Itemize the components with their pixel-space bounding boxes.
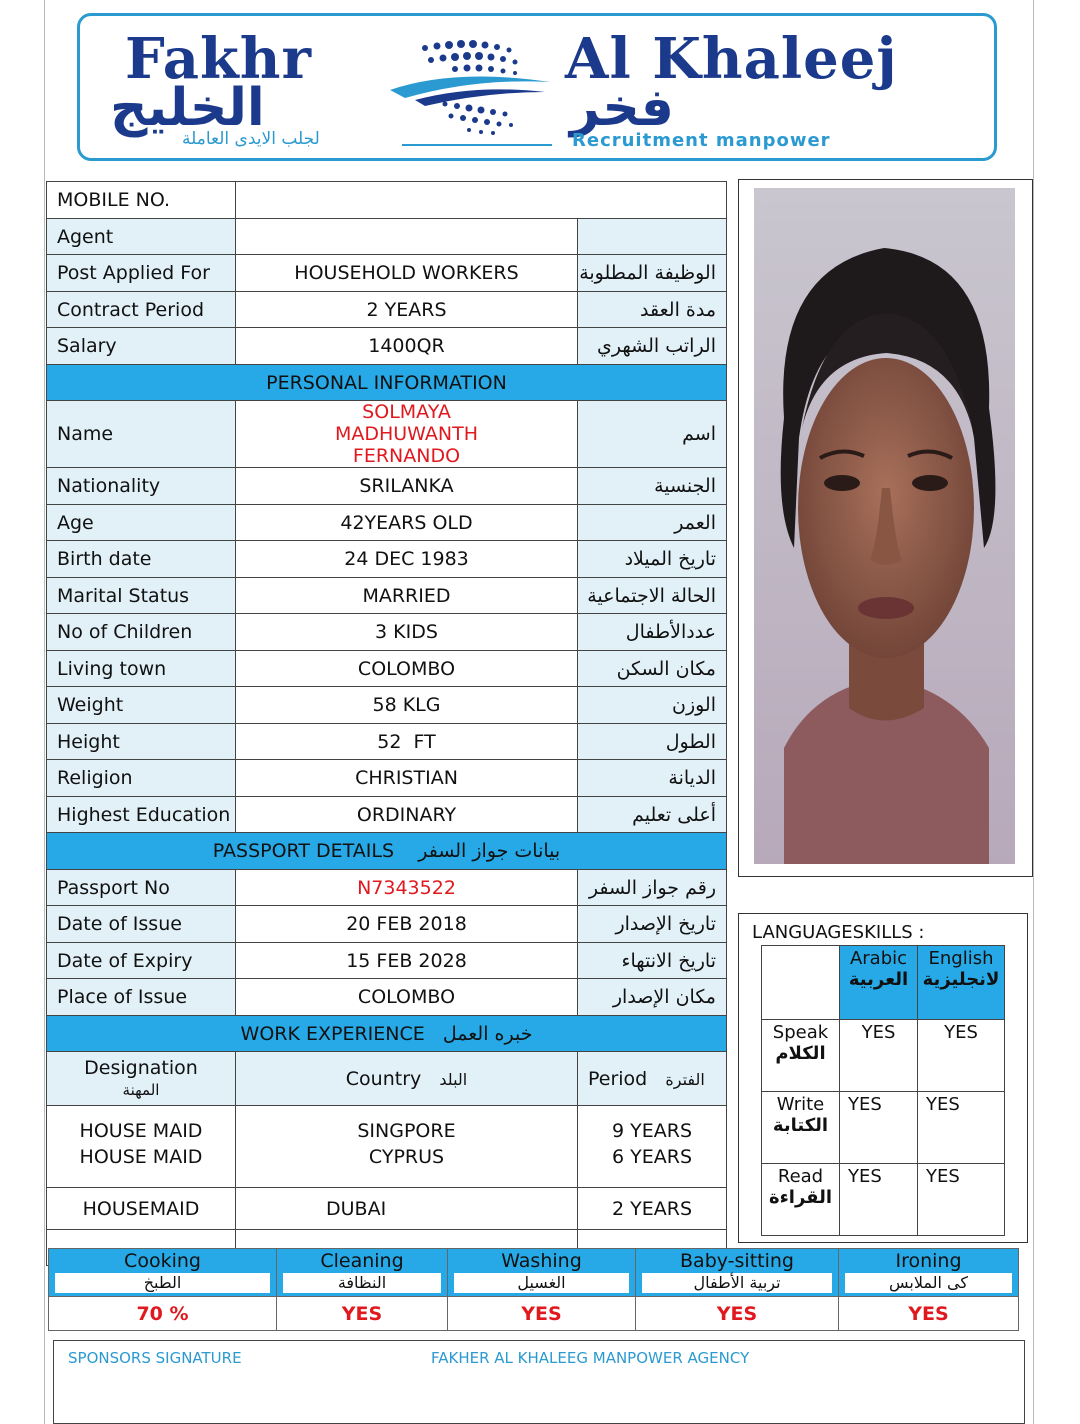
name-label-ar: اسم	[578, 401, 727, 468]
tagline-divider	[402, 144, 552, 146]
table-row	[47, 797, 727, 833]
work-country: CYPRUS	[236, 1142, 578, 1188]
religion-label-ar: الديانة	[578, 760, 727, 797]
write-label-en: Write	[776, 1094, 825, 1115]
table-row	[47, 541, 727, 578]
table-row	[47, 219, 727, 255]
height-label-ar: الطول	[578, 724, 727, 760]
skill-ironing-value: YES	[839, 1297, 1019, 1331]
agent-label: Agent	[47, 219, 236, 255]
skill-cleaning-label-ar-cell	[277, 1273, 448, 1297]
skill-cooking-label: Cooking	[49, 1249, 277, 1273]
mobile-label: MOBILE NO.	[47, 182, 236, 219]
work-designation: HOUSEMAID	[47, 1188, 236, 1230]
skill-washing-label-ar-cell	[448, 1273, 636, 1297]
place-of-issue-value: COLOMBO	[236, 979, 578, 1016]
living-town-label-ar: مكان السكن	[578, 651, 727, 687]
signature-footer	[53, 1340, 1025, 1424]
education-value: ORDINARY	[236, 797, 578, 833]
sponsor-signature-label: SPONSORS SIGNATURE	[68, 1349, 242, 1367]
speak-label	[762, 1020, 840, 1092]
post-applied-label: Post Applied For	[47, 255, 236, 292]
name-label: Name	[47, 401, 236, 468]
mobile-value	[236, 182, 727, 219]
table-row	[47, 943, 727, 979]
living-town-label: Living town	[47, 651, 236, 687]
work-title-ar: خبره العمل	[442, 1022, 533, 1045]
period-header	[578, 1052, 727, 1106]
passport-title-en: PASSPORT DETAILS	[212, 840, 395, 862]
arabic-header-en: Arabic	[849, 948, 908, 969]
brand-name-en-part1: Fakhr	[125, 26, 312, 92]
table-row	[47, 328, 727, 365]
personal-info-title: PERSONAL INFORMATION	[47, 365, 727, 401]
tagline-ar: لجلب الايدى العاملة	[182, 129, 320, 149]
work-period: 9 YEARS	[578, 1106, 727, 1142]
age-label: Age	[47, 505, 236, 541]
language-skills-table	[761, 945, 1005, 1236]
table-row	[47, 906, 727, 943]
post-applied-label-ar: الوظيفة المطلوبة	[578, 255, 727, 292]
education-label: Highest Education	[47, 797, 236, 833]
applicant-photo-frame	[738, 179, 1033, 877]
dotted-swoosh-logo-icon	[385, 28, 555, 140]
language-row-speak	[762, 1020, 1005, 1092]
name-value: SOLMAYA MADHUWANTH FERNANDO	[236, 401, 578, 468]
language-row-read	[762, 1164, 1005, 1236]
skill-cleaning-label-ar: النظافة	[283, 1273, 441, 1293]
work-row	[47, 1188, 727, 1230]
table-row	[47, 578, 727, 614]
skill-washing-label: Washing	[448, 1249, 636, 1273]
passport-no-label: Passport No	[47, 870, 236, 906]
skill-ironing-label-ar-cell	[839, 1273, 1019, 1297]
salary-label: Salary	[47, 328, 236, 365]
skill-cooking-value: 70 %	[49, 1297, 277, 1331]
passport-title-ar: بيانات جواز السفر	[418, 840, 561, 862]
nationality-value: SRILANKA	[236, 468, 578, 505]
expiry-date-label-ar: تاريخ الانتهاء	[578, 943, 727, 979]
table-row	[47, 182, 727, 219]
work-country: DUBAI	[236, 1188, 578, 1230]
skills-value-row	[49, 1297, 1019, 1331]
children-label-ar: عددالأطفال	[578, 614, 727, 651]
table-row	[47, 651, 727, 687]
language-skills-title: LANGUAGESKILLS :	[752, 922, 925, 943]
work-period: 2 YEARS	[578, 1188, 727, 1230]
skill-ironing-label: Ironing	[839, 1249, 1019, 1273]
designation-header-en: Designation	[84, 1056, 198, 1079]
read-label-en: Read	[777, 1166, 824, 1187]
skill-babysitting-value: YES	[636, 1297, 839, 1331]
read-label-ar: القراءة	[768, 1187, 833, 1208]
skills-header-ar-row	[49, 1273, 1019, 1297]
english-header-en: English	[928, 948, 994, 969]
weight-value: 58 KLG	[236, 687, 578, 724]
designation-header	[47, 1052, 236, 1106]
speak-english-value: YES	[918, 1020, 1005, 1092]
skill-washing-value: YES	[448, 1297, 636, 1331]
language-row-write	[762, 1092, 1005, 1164]
brand-name-ar-part1: الخليج	[110, 78, 265, 138]
skill-ironing-label-ar: كى الملابس	[845, 1273, 1012, 1293]
english-column-header	[918, 946, 1005, 1020]
skill-washing-label-ar: الغسيل	[454, 1273, 629, 1293]
expiry-date-label: Date of Expiry	[47, 943, 236, 979]
arabic-column-header	[840, 946, 918, 1020]
skill-cooking-label-ar-cell	[49, 1273, 277, 1297]
arabic-header-ar: العربية	[848, 969, 909, 990]
work-period: 6 YEARS	[578, 1142, 727, 1188]
language-skills-box	[738, 913, 1028, 1243]
table-row	[47, 614, 727, 651]
agent-label-ar	[578, 219, 727, 255]
birth-date-value: 24 DEC 1983	[236, 541, 578, 578]
marital-status-value: MARRIED	[236, 578, 578, 614]
post-applied-value: HOUSEHOLD WORKERS	[236, 255, 578, 292]
english-header-ar: لانجليزية	[922, 969, 1000, 990]
brand-name-ar-part2: فخر	[570, 78, 674, 138]
country-header	[236, 1052, 578, 1106]
skill-cleaning-value: YES	[277, 1297, 448, 1331]
skill-babysitting-label: Baby-sitting	[636, 1249, 839, 1273]
weight-label: Weight	[47, 687, 236, 724]
country-header-en: Country	[345, 1067, 422, 1090]
table-row	[47, 401, 727, 468]
write-arabic-value: YES	[840, 1092, 918, 1164]
nationality-label: Nationality	[47, 468, 236, 505]
speak-arabic-value: YES	[840, 1020, 918, 1092]
nationality-label-ar: الجنسية	[578, 468, 727, 505]
marital-status-label-ar: الحالة الاجتماعية	[578, 578, 727, 614]
period-header-en: Period	[588, 1067, 648, 1090]
work-country: SINGPORE	[236, 1106, 578, 1142]
read-english-value: YES	[918, 1164, 1005, 1236]
height-value: 52 FT	[236, 724, 578, 760]
work-row	[47, 1106, 727, 1142]
applicant-photo	[754, 188, 1015, 864]
marital-status-label: Marital Status	[47, 578, 236, 614]
agency-name-label: FAKHER AL KHALEEG MANPOWER AGENCY	[431, 1349, 750, 1367]
table-row	[47, 724, 727, 760]
passport-section-title	[47, 833, 727, 870]
table-row	[47, 979, 727, 1016]
skill-babysitting-label-ar: تربية الأطفال	[642, 1273, 832, 1293]
table-row	[47, 760, 727, 797]
age-value: 42YEARS OLD	[236, 505, 578, 541]
country-header-ar: البلد	[439, 1069, 468, 1089]
tagline-en: Recruitment manpower	[572, 130, 831, 151]
children-label: No of Children	[47, 614, 236, 651]
agency-logo-header	[77, 13, 997, 161]
table-row	[47, 687, 727, 724]
table-row	[47, 870, 727, 906]
speak-label-ar: الكلام	[775, 1043, 826, 1064]
applicant-info-table	[46, 181, 727, 1266]
height-label: Height	[47, 724, 236, 760]
write-label	[762, 1092, 840, 1164]
contract-period-label: Contract Period	[47, 292, 236, 328]
contract-period-label-ar: مدة العقد	[578, 292, 727, 328]
work-designation: HOUSE MAID	[47, 1142, 236, 1188]
age-label-ar: العمر	[578, 505, 727, 541]
children-value: 3 KIDS	[236, 614, 578, 651]
write-label-ar: الكتابة	[772, 1115, 829, 1136]
empty-corner-cell	[762, 946, 840, 1020]
table-row	[47, 292, 727, 328]
work-row	[47, 1142, 727, 1188]
work-title-en: WORK EXPERIENCE	[240, 1022, 425, 1045]
brand-name-en-part2: Al Khaleej	[565, 26, 898, 92]
passport-no-label-ar: رقم جواز السفر	[578, 870, 727, 906]
work-experience-section-header	[47, 1016, 727, 1052]
skill-cleaning-label: Cleaning	[277, 1249, 448, 1273]
write-english-value: YES	[918, 1092, 1005, 1164]
issue-date-label-ar: تاريخ الإصدار	[578, 906, 727, 943]
expiry-date-value: 15 FEB 2028	[236, 943, 578, 979]
place-of-issue-label: Place of Issue	[47, 979, 236, 1016]
work-designation: HOUSE MAID	[47, 1106, 236, 1142]
speak-label-en: Speak	[772, 1022, 829, 1043]
work-header-row	[47, 1052, 727, 1106]
skills-table	[48, 1248, 1019, 1331]
skill-cooking-label-ar: الطبخ	[55, 1273, 270, 1293]
weight-label-ar: الوزن	[578, 687, 727, 724]
religion-value: CHRISTIAN	[236, 760, 578, 797]
table-row	[47, 468, 727, 505]
skills-header-row	[49, 1249, 1019, 1273]
religion-label: Religion	[47, 760, 236, 797]
issue-date-label: Date of Issue	[47, 906, 236, 943]
birth-date-label: Birth date	[47, 541, 236, 578]
living-town-value: COLOMBO	[236, 651, 578, 687]
passport-section-header	[47, 833, 727, 870]
issue-date-value: 20 FEB 2018	[236, 906, 578, 943]
table-row	[47, 505, 727, 541]
contract-period-value: 2 YEARS	[236, 292, 578, 328]
salary-value: 1400QR	[236, 328, 578, 365]
salary-label-ar: الراتب الشهري	[578, 328, 727, 365]
agent-value	[236, 219, 578, 255]
skill-babysitting-label-ar-cell	[636, 1273, 839, 1297]
birth-date-label-ar: تاريخ الميلاد	[578, 541, 727, 578]
work-experience-title	[47, 1016, 727, 1052]
place-of-issue-label-ar: مكان الإصدار	[578, 979, 727, 1016]
language-header-row	[762, 946, 1005, 1020]
designation-header-ar: المهنة	[122, 1080, 160, 1099]
read-label	[762, 1164, 840, 1236]
personal-info-section-header	[47, 365, 727, 401]
table-row	[47, 255, 727, 292]
passport-no-value: N7343522	[236, 870, 578, 906]
read-arabic-value: YES	[840, 1164, 918, 1236]
education-label-ar: أعلى تعليم	[578, 797, 727, 833]
period-header-ar: الفترة	[665, 1069, 705, 1089]
